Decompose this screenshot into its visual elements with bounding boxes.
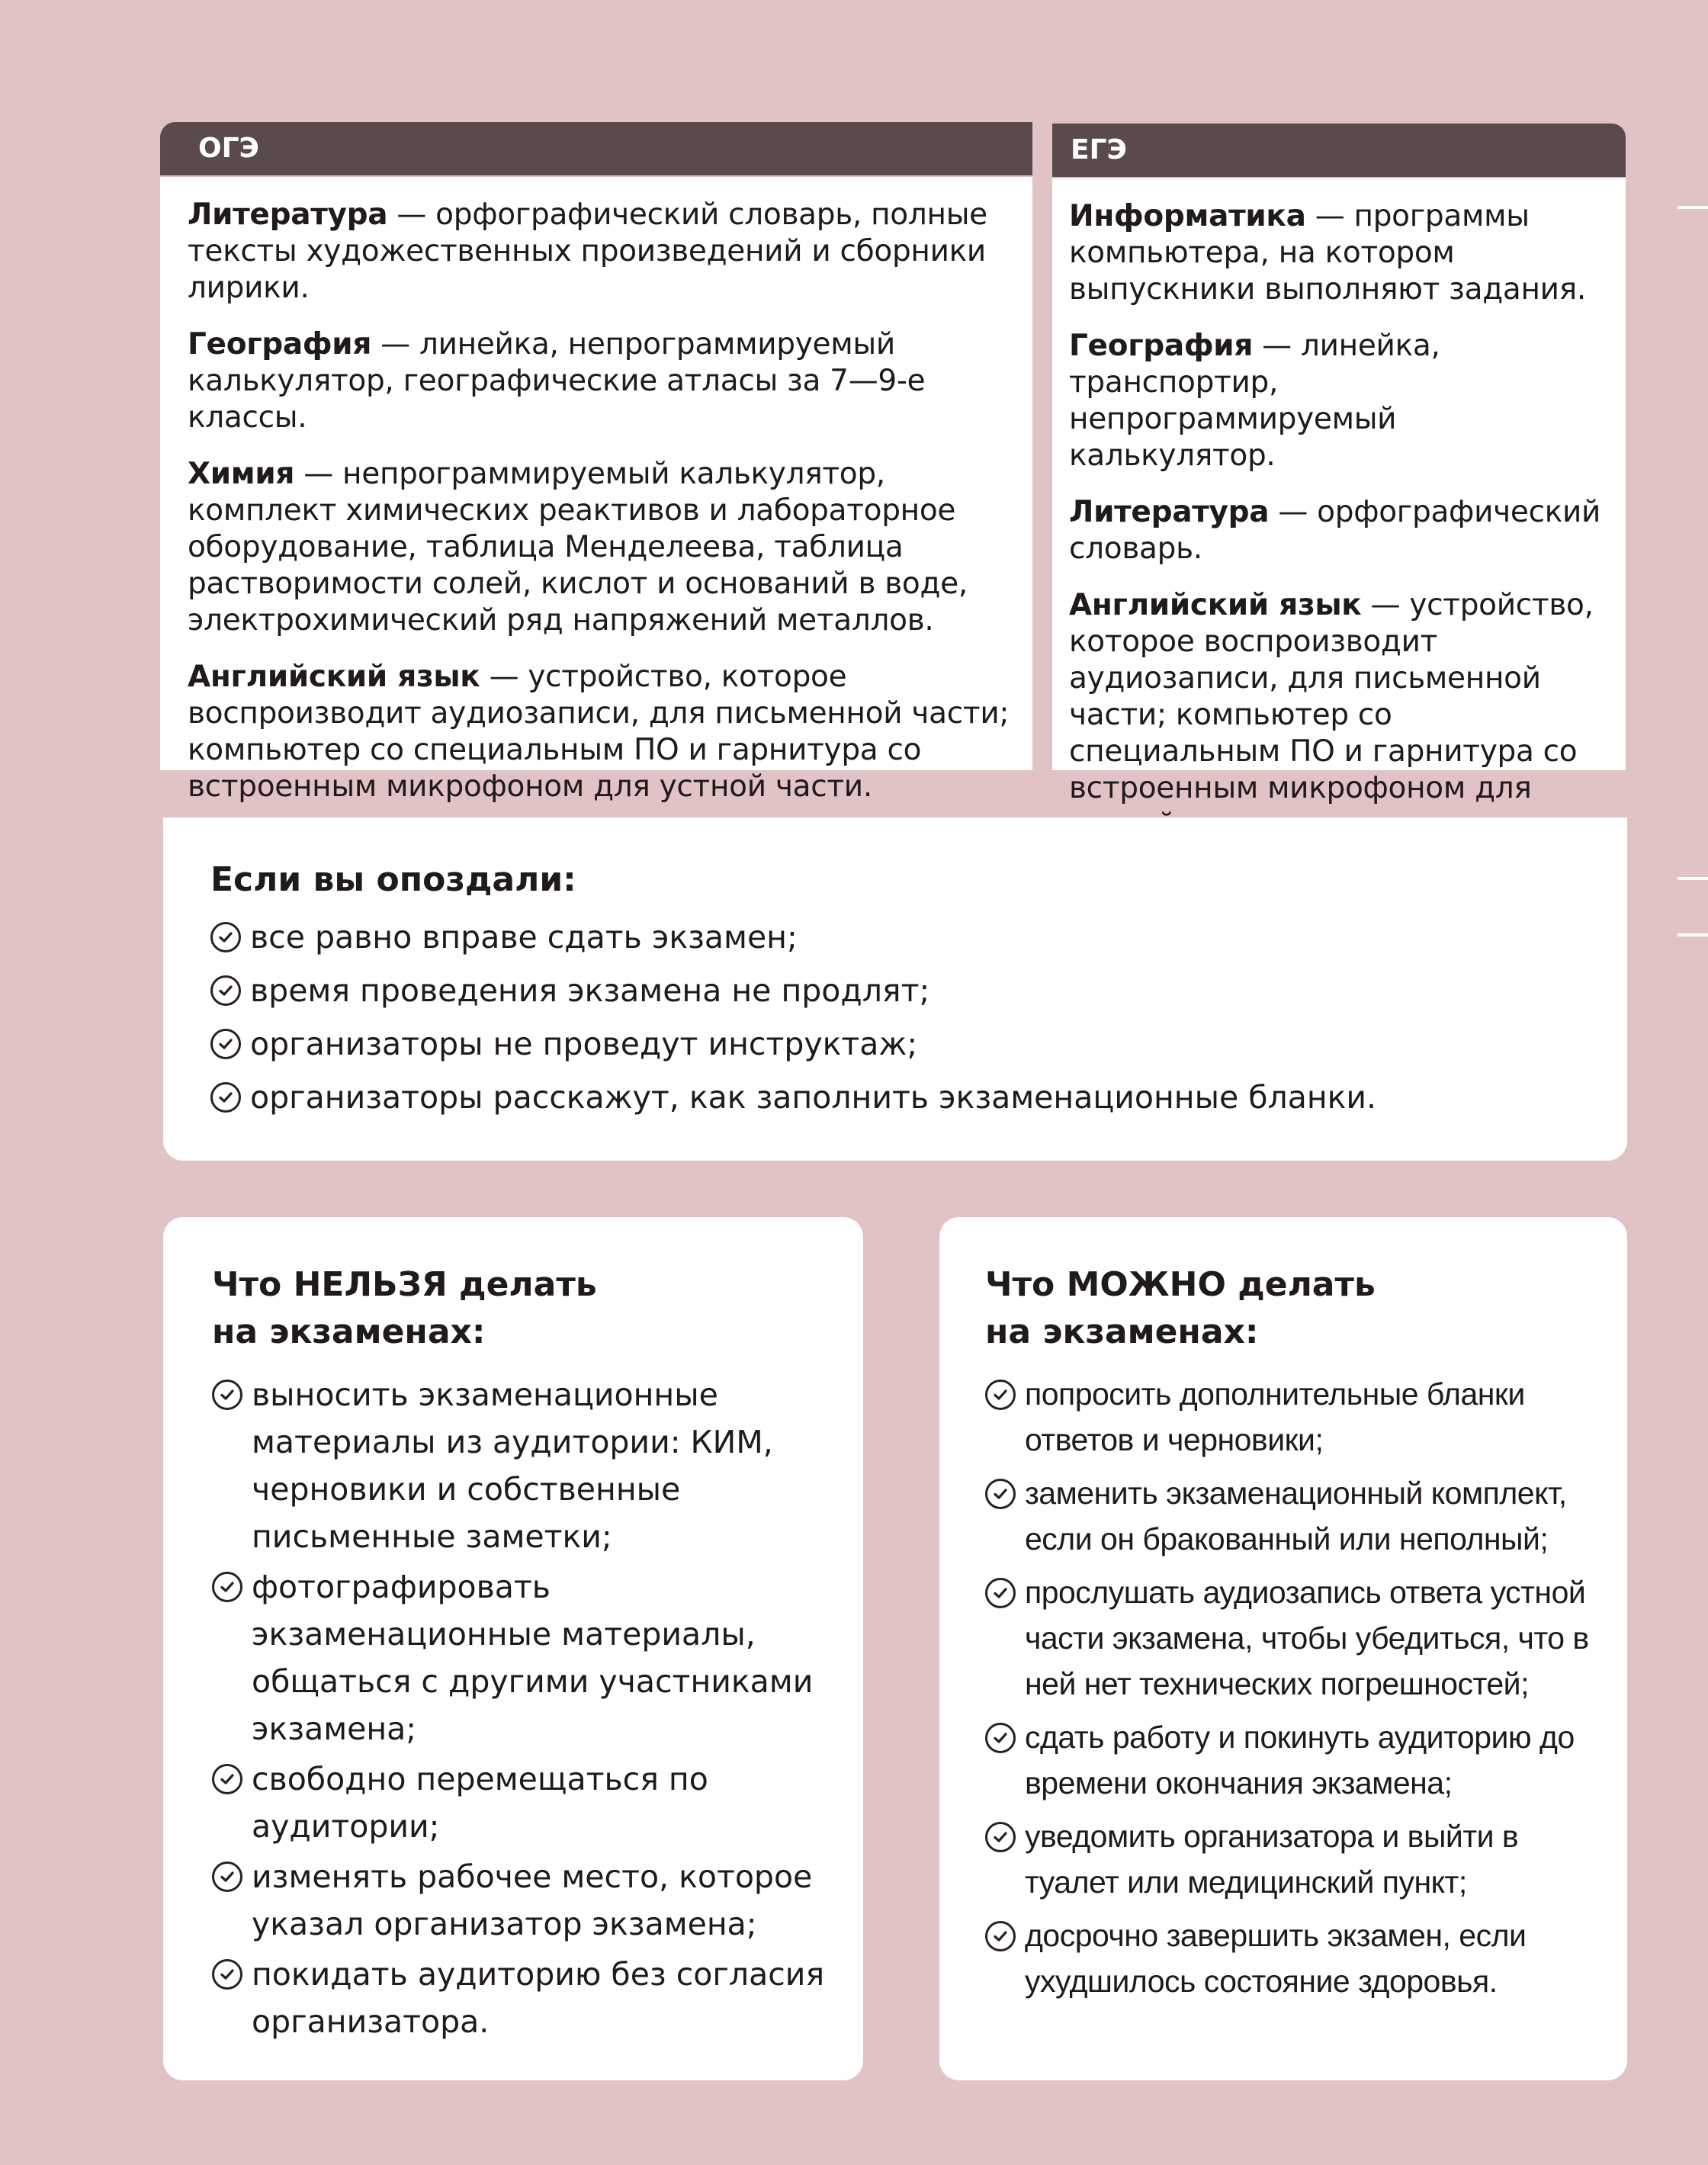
forbidden-actions-box <box>163 1217 863 2080</box>
oge-item <box>188 197 1010 307</box>
check-circle-icon <box>985 1822 1016 1852</box>
list-item-text: фотографировать экзаменационные материалы, общаться с другими участниками экзамена; <box>252 1569 814 1747</box>
subject-name: География <box>188 327 372 361</box>
check-circle-icon <box>212 1959 242 1990</box>
list-item-text: выносить экзаменационные материалы из аудитории: КИМ, черновики и собственные письменные заметки; <box>252 1376 773 1555</box>
subject-name: Литература <box>188 198 388 232</box>
subject-equipment: — линейка, транспортир, непрограммируемый калькулятор. <box>1069 329 1440 473</box>
list-item-text: попросить дополнительные бланки ответов и черновики; <box>1025 1376 1525 1457</box>
check-circle-icon <box>985 1921 1016 1951</box>
subject-name: Английский язык <box>1069 588 1362 622</box>
ege-header <box>1052 124 1626 177</box>
oge-equipment-panel <box>160 177 1032 804</box>
page-edge-mark <box>1678 933 1708 936</box>
oge-header-label: ОГЭ <box>198 133 259 164</box>
subject-name: Информатика <box>1069 199 1306 233</box>
late-arrival-title: Если вы опоздали: <box>210 860 576 899</box>
late-arrival-list <box>210 918 1581 1116</box>
list-item <box>985 1569 1609 1707</box>
check-circle-icon <box>212 1572 242 1602</box>
ege-item <box>1069 198 1610 308</box>
list-item <box>985 1371 1609 1463</box>
subject-equipment: — устройство, которое воспроизводит аудиозаписи, для письменной части; компьютер со специальным ПО и гарнитура со встроенным микрофоном для <box>1069 588 1594 805</box>
list-item <box>210 918 1581 956</box>
subject-name: Английский язык <box>188 660 480 694</box>
list-item-text: досрочно завершить экзамен, если ухудшилось состояние здоровья. <box>1025 1918 1527 1999</box>
list-item <box>985 1913 1609 2004</box>
allowed-title <box>985 1261 1609 1356</box>
subject-name: География <box>1069 329 1254 363</box>
check-circle-icon <box>212 1764 242 1794</box>
list-item-text: покидать аудиторию без согласия организатора. <box>252 1956 825 2040</box>
list-item-text: прослушать аудиозапись ответа устной части экзамена, чтобы убедиться, что в ней нет технических погрешностей; <box>1025 1575 1589 1701</box>
allowed-title-line: на экзаменах: <box>985 1312 1259 1351</box>
page-edge-mark <box>1678 877 1708 880</box>
list-item <box>210 1078 1581 1116</box>
allowed-actions-box <box>939 1217 1627 2080</box>
forbidden-title-line: Что НЕЛЬЗЯ делать <box>212 1265 597 1304</box>
check-circle-icon <box>985 1723 1016 1753</box>
ege-equipment-panel <box>1052 178 1626 805</box>
forbidden-title <box>212 1261 833 1356</box>
list-item <box>212 1563 833 1752</box>
list-item-text: заменить экзаменационный комплект, если он бракованный или неполный; <box>1025 1476 1567 1556</box>
check-circle-icon <box>210 975 241 1006</box>
list-item <box>212 1853 833 1948</box>
page-edge-mark <box>1678 206 1708 209</box>
oge-item <box>188 456 1010 639</box>
check-circle-icon <box>210 922 241 952</box>
list-item-text: организаторы расскажут, как заполнить экзаменационные бланки. <box>250 1079 1377 1116</box>
subject-equipment: — программы компьютера, на котором выпускники выполняют задания. <box>1069 199 1586 307</box>
ege-item <box>1069 494 1610 567</box>
late-arrival-box <box>163 817 1627 1161</box>
list-item-text: изменять рабочее место, которое указал организатор экзамена; <box>252 1858 813 1942</box>
list-item <box>212 1951 833 2045</box>
allowed-title-line: Что МОЖНО делать <box>985 1265 1376 1304</box>
list-item <box>985 1470 1609 1562</box>
ege-header-label: ЕГЭ <box>1071 134 1127 165</box>
oge-header <box>160 122 1032 175</box>
list-item-text: свободно перемещаться по аудитории; <box>252 1761 708 1845</box>
check-circle-icon <box>212 1380 242 1410</box>
list-item <box>210 1025 1581 1063</box>
ege-item <box>1069 328 1610 474</box>
check-circle-icon <box>985 1479 1016 1509</box>
list-item-text: время проведения экзамена не продлят; <box>250 972 930 1009</box>
check-circle-icon <box>212 1861 242 1892</box>
forbidden-title-line: на экзаменах: <box>212 1312 486 1351</box>
subject-equipment: — непрограммируемый калькулятор, комплект химических реактивов и лабораторное оборудование, таблица Менделеева, таблица растворимости солей, кислот и оснований в воде, электрохимический ряд напряжений металлов. <box>188 457 968 638</box>
subject-equipment: — орфографический словарь, полные тексты художественных произведений и сборники лирики. <box>188 198 987 305</box>
check-circle-icon <box>210 1082 241 1113</box>
subject-name: Химия <box>188 457 295 491</box>
subject-equipment: — орфографический словарь. <box>1069 495 1601 566</box>
list-item-text: организаторы не проведут инструктаж; <box>250 1026 918 1062</box>
allowed-list <box>985 1371 1609 2004</box>
subject-equipment: — линейка, непрограммируемый калькулятор, географические атласы за 7—9-е классы. <box>188 327 926 435</box>
subject-equipment: — устройство, которое воспроизводит аудиозаписи, для письменной части; компьютер со специальным ПО и гарнитура со встроенным микрофоном для устной части. <box>188 660 1010 804</box>
oge-item <box>188 659 1010 805</box>
check-circle-icon <box>985 1578 1016 1608</box>
forbidden-list <box>212 1371 833 2045</box>
list-item <box>212 1755 833 1850</box>
list-item <box>985 1714 1609 1806</box>
ege-item <box>1069 587 1610 843</box>
list-item-text: уведомить организатора и выйти в туалет или медицинский пункт; <box>1025 1819 1519 1900</box>
subject-name: Литература <box>1069 495 1270 529</box>
list-item <box>212 1371 833 1560</box>
oge-item <box>188 326 1010 436</box>
list-item <box>210 972 1581 1010</box>
check-circle-icon <box>210 1029 241 1059</box>
list-item-text: сдать работу и покинуть аудиторию до времени окончания экзамена; <box>1025 1720 1575 1800</box>
check-circle-icon <box>985 1380 1016 1410</box>
list-item <box>985 1813 1609 1905</box>
list-item-text: все равно вправе сдать экзамен; <box>250 919 798 956</box>
